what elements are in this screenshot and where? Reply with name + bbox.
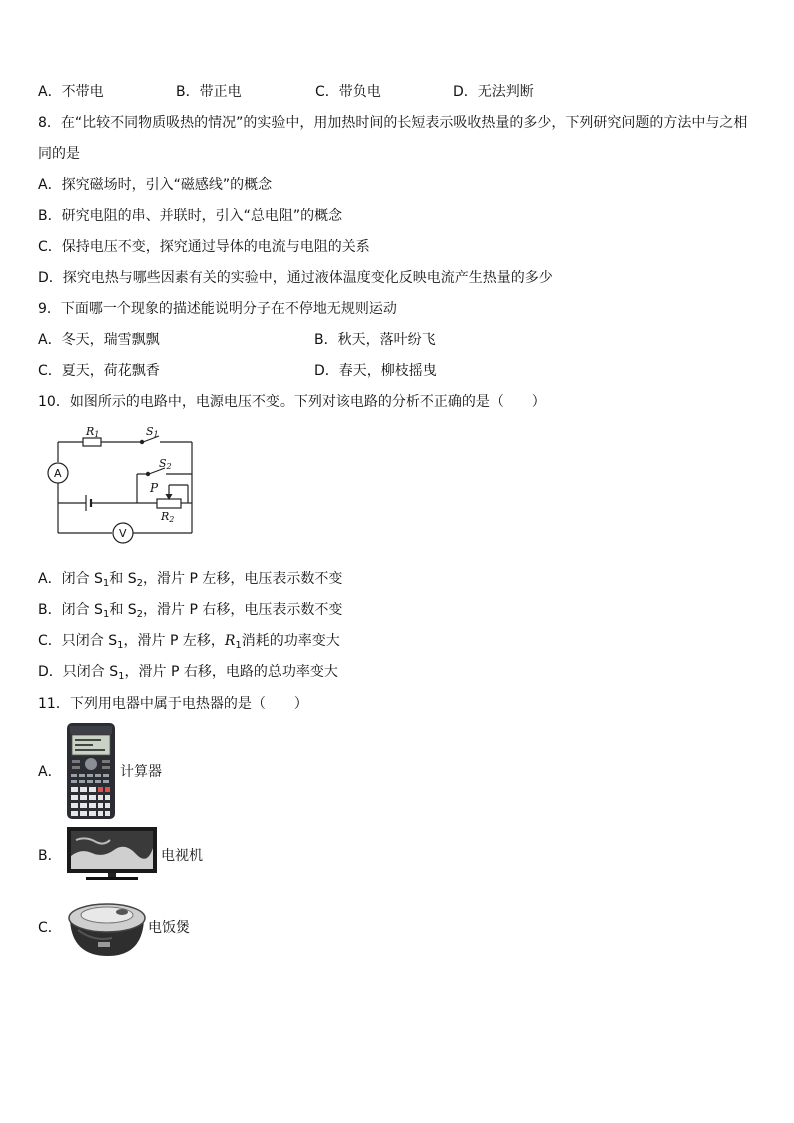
q9-option-c: C．夏天，荷花飘香 <box>38 363 160 379</box>
q8-option-d: D．探究电热与哪些因素有关的实验中，通过液体温度变化反映电流产生热量的多少 <box>38 270 553 286</box>
q10-option-c: C．只闭合 $S_1$，滑片 P 左移，$R_1$消耗的功率变大 <box>38 633 340 651</box>
q7-option-a: A．不带电 <box>38 84 104 100</box>
r2-label: R2 <box>161 510 175 524</box>
q8-option-a: A．探究磁场时，引入“磁感线”的概念 <box>38 177 273 193</box>
q11-stem: 11．下列用电器中属于电热器的是（ ） <box>38 696 308 712</box>
q10-stem: 10．如图所示的电路中，电源电压不变。下列对该电路的分析不正确的是（ ） <box>38 394 546 410</box>
q8-option-b: B．研究电阻的串、并联时，引入“总电阻”的概念 <box>38 208 343 224</box>
q11-option-c-letter: C． <box>38 920 62 936</box>
s1-label: S1 <box>146 425 159 439</box>
q7-option-d: D．无法判断 <box>453 84 534 100</box>
q10-option-b: B．闭合 $S_1$和 $S_2$，滑片 P 右移，电压表示数不变 <box>38 602 343 620</box>
q7-option-b: B．带正电 <box>176 84 242 100</box>
rice-cooker-image <box>64 894 148 960</box>
r1-label: R1 <box>86 425 100 439</box>
q8-stem-line1: 8．在“比较不同物质吸热的情况”的实验中，用加热时间的长短表示吸收热量的多少，下列研究问题的方法中与之相 <box>38 115 748 131</box>
q11-option-a-label: 计算器 <box>120 764 162 780</box>
calculator-image <box>66 722 116 820</box>
q7-option-c: C．带负电 <box>315 84 381 100</box>
q8-stem-line2: 同的是 <box>38 146 80 162</box>
q11-option-c-label: 电饭煲 <box>148 920 190 936</box>
q9-option-b: B．秋天，落叶纷飞 <box>314 332 436 348</box>
s2-label: S2 <box>159 457 172 471</box>
q9-stem: 9．下面哪一个现象的描述能说明分子在不停地无规则运动 <box>38 301 397 317</box>
q11-option-b-letter: B． <box>38 848 62 864</box>
q8-option-c: C．保持电压不变，探究通过导体的电流与电阻的关系 <box>38 239 370 255</box>
ammeter-label: A <box>54 467 62 480</box>
television-image <box>66 826 158 882</box>
q11-option-a-letter: A． <box>38 764 62 780</box>
p-label: P <box>150 481 159 495</box>
q10-option-a: A．闭合 $S_1$和 $S_2$，滑片 P 左移，电压表示数不变 <box>38 571 343 589</box>
q9-option-d: D．春天，柳枝摇曳 <box>314 363 437 379</box>
q10-option-d: D．只闭合 $S_1$，滑片 P 右移，电路的总功率变大 <box>38 664 338 682</box>
q11-option-b-label: 电视机 <box>161 848 203 864</box>
circuit-diagram <box>40 422 210 547</box>
q9-option-a: A．冬天，瑞雪飘飘 <box>38 332 160 348</box>
voltmeter-label: V <box>119 527 127 540</box>
